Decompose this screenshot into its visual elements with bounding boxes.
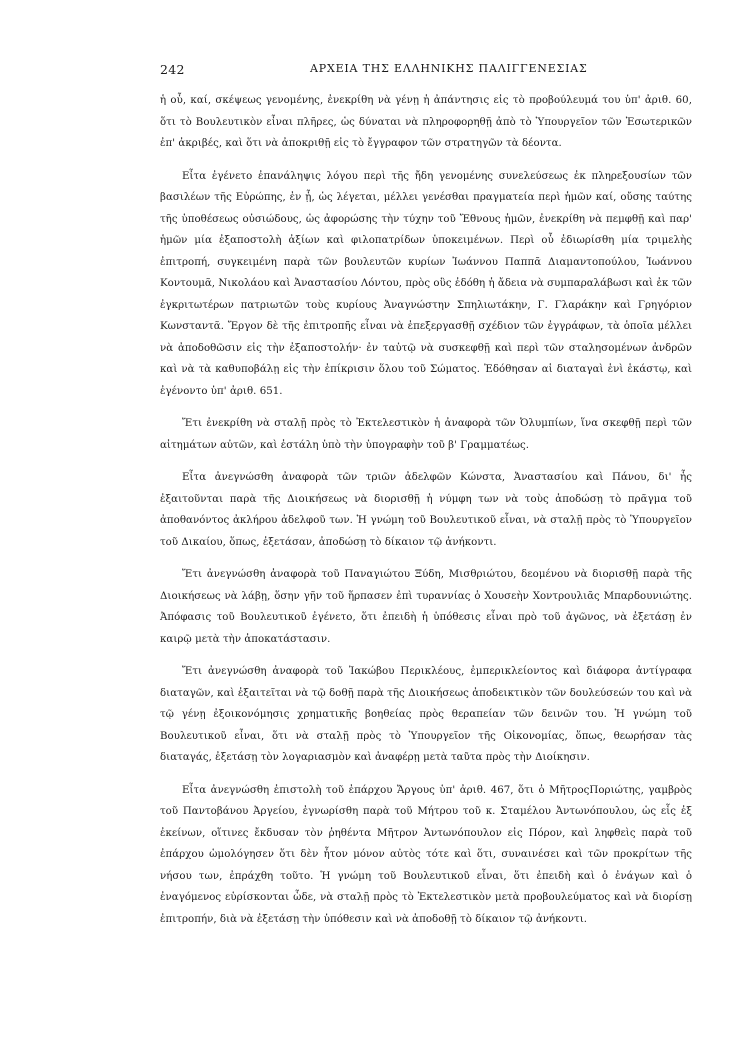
page-number: 242 xyxy=(160,62,185,77)
paragraph-brothers-petition: Εἶτα ἀνεγνώσθη ἀναφορὰ τῶν τριῶν ἀδελφῶν Κώνστα, Ἀναστασίου καὶ Πάνου, δι' ἧς ἐξαιτοῦνται παρὰ τῆς Διοικήσεως νὰ διορισθῇ ἡ νύμφη των νὰ τοὺς ἀποδώσῃ τὸ πρᾶγμα τοῦ ἀποθανόντος ἀκλήρου ἀδελφοῦ των. Ἡ γνώμη τοῦ Βουλευτικοῦ εἶναι, νὰ σταλῇ πρὸς τὸ Ὑπουργεῖον τοῦ Δικαίου, ὅπως, ἐξετάσαν, ἀποδώσῃ τὸ δίκαιον τῷ ἀνήκοντι. xyxy=(160,472,692,548)
running-title: ΑΡΧΕΙΑ ΤΗΣ ΕΛΛΗΝΙΚΗΣ ΠΑΛΙΓΓΕΝΕΣΙΑΣ xyxy=(310,62,588,75)
body-text xyxy=(160,90,692,930)
paragraph-xydis-petition: Ἔτι ἀνεγνώσθη ἀναφορὰ τοῦ Παναγιώτου Ξύδη, Μισθριώτου, δεομένου νὰ διορισθῇ παρὰ τῆς Διοικήσεως νὰ λάβῃ, ὅσην γῆν τοῦ ἥρπασεν ἐπὶ τυραννίας ὁ Χουσεὴν Χοντρουλιᾶς Μπαρδουνιώτης. Ἀπόφασις τοῦ Βουλευτικοῦ ἐγένετο, ὅτι ἐπειδὴ ἡ ὑπόθεσις εἶναι πρὸ τοῦ ἀγῶνος, νὰ ἐξετάσῃ ἐν καιρῷ μετὰ τὴν ἀποκατάστασιν. xyxy=(160,569,692,645)
paragraph-olympians-petition: Ἔτι ἐνεκρίθη νὰ σταλῇ πρὸς τὸ Ἐκτελεστικὸν ἡ ἀναφορὰ τῶν Ὀλυμπίων, ἵνα σκεφθῇ περὶ τῶν αἰτημάτων αὐτῶν, καὶ ἐστάλη ὑπὸ τὴν ὑπογραφὴν τοῦ β' Γραμματέως. xyxy=(160,418,692,451)
paragraph-argos-letter: Εἶτα ἀνεγνώσθη ἐπιστολὴ τοῦ ἐπάρχου Ἄργους ὑπ' ἀριθ. 467, ὅτι ὁ ΜῆτροςΠοριώτης, γαμβρὸς τοῦ Παντοβάνου Ἀργείου, ἐγνωρίσθη παρὰ τοῦ Μήτρου τοῦ κ. Σταμέλου Ἀντωνόπουλου, ὡς εἷς ἐξ ἐκείνων, οἵτινες ἔκδυσαν τὸν ῥηθέντα Μῆτρον Ἀντωνόπουλον εἰς Πόρον, καὶ ληφθεὶς παρὰ τοῦ ἐπάρχου ὡμολόγησεν ὅτι δὲν ἦτον μόνον αὐτὸς τότε καὶ ὅτι, συναινέσει καὶ τῶν προκρίτων τῆς νήσου των, ἐπράχθη τοῦτο. Ἡ γνώμη τοῦ Βουλευτικοῦ εἶναι, ὅτι ἐπειδὴ καὶ ὁ ἐνάγων καὶ ὁ ἐναγόμενος εὑρίσκονται ὧδε, νὰ σταλῇ πρὸς τὸ Ἐκτελεστικὸν μετὰ προβουλεύματος καὶ νὰ διορίσῃ ἐπιτροπήν, διὰ νὰ ἐξετάσῃ τὴν ὑπόθεσιν καὶ νὰ ἀποδοθῇ τὸ δίκαιον τῷ ἀνήκοντι. xyxy=(160,784,692,925)
paragraph-perikles-petition: Ἔτι ἀνεγνώσθη ἀναφορὰ τοῦ Ἰακώβου Περικλέους, ἐμπερικλείοντος καὶ διάφορα ἀντίγραφα διαταγῶν, καὶ ἐξαιτεῖται νὰ τῷ δοθῇ παρὰ τῆς Διοικήσεως ἀποδεικτικὸν τῶν δουλεύσεών του καὶ νὰ τῷ γένῃ ἐξοικονόμησις χρηματικῆς βοηθείας πρὸς θεραπείαν τῶν δεινῶν του. Ἡ γνώμη τοῦ Βουλευτικοῦ εἶναι, ὅτι νὰ σταλῇ πρὸς τὸ Ὑπουργεῖον τῆς Οἰκονομίας, ὅπως, θεωρήσαν τὰς διαταγάς, ἐξετάσῃ τὸν λογαριασμὸν καὶ ἀναφέρῃ μετὰ ταῦτα πρὸς τὴν Διοίκησιν. xyxy=(160,666,692,763)
page-header xyxy=(160,62,694,82)
paragraph-continuation: ἡ οὗ, καί, σκέψεως γενομένης, ἐνεκρίθη νὰ γένῃ ἡ ἀπάντησις εἰς τὸ προβούλευμά του ὑπ' ἀριθ. 60, ὅτι τὸ Βουλευτικὸν εἶναι πλῆρες, ὡς δύναται νὰ πληροφορηθῇ ἀπὸ τὸ Ὑπουργεῖον τῶν Ἐσωτερικῶν ἐπ' ἀκριβές, καὶ ὅτι νὰ ἀποκριθῇ εἰς τὸ ἔγγραφον τῶν στρατηγῶν τὰ δέοντα. xyxy=(160,95,692,149)
paragraph-delegation: Εἶτα ἐγένετο ἐπανάληψις λόγου περὶ τῆς ἤδη γενομένης συνελεύσεως ἐκ πληρεξουσίων τῶν βασιλέων τῆς Εὐρώπης, ἐν ᾗ, ὡς λέγεται, μέλλει γενέσθαι πραγματεία περὶ ἡμῶν καί, οὔσης ταύτης τῆς ὑποθέσεως οὐσιώδους, ὡς ἀφορώσης τὴν τύχην τοῦ Ἔθνους ἡμῶν, ἐνεκρίθη νὰ πεμφθῇ καὶ παρ' ἡμῶν μία ἐξαποστολὴ ἀξίων καὶ φιλοπατρίδων ὑποκειμένων. Περὶ οὗ ἐδιωρίσθη μία τριμελὴς ἐπιτροπή, συγκειμένη παρὰ τῶν βουλευτῶν κυρίων Ἰωάννου Παππᾶ Διαμαντοπούλου, Ἰωάννου Κοντουμᾶ, Νικολάου καὶ Ἀναστασίου Λόντου, πρὸς οὓς ἐδόθη ἡ ἄδεια νὰ συμπαραλάβωσι καὶ ἐκ τῶν ἐγκριτωτέρων πατριωτῶν τοὺς κυρίους Ἀναγνώστην Σπηλιωτάκην, Γ. Γλαράκην καὶ Γρηγόριον Κωνσταντᾶ. Ἔργον δὲ τῆς ἐπιτροπῆς εἶναι νὰ ἐπεξεργασθῇ σχέδιον τῶν ἐγγράφων, τὰ ὁποῖα μέλλει νὰ ἀποδοθῶσιν εἰς τὴν ἐξαποστολήν· ἐν ταὐτῷ νὰ συσκεφθῇ καὶ περὶ τῶν σταλησομένων ἀνδρῶν καὶ νὰ τὰ καθυποβάλῃ εἰς τὴν ἐπίκρισιν ὅλου τοῦ Σώματος. Ἐδόθησαν αἱ διαταγαὶ ἑνὶ ἑκάστῳ, καὶ ἐγένοντο ὑπ' ἀριθ. 651. xyxy=(160,170,692,397)
